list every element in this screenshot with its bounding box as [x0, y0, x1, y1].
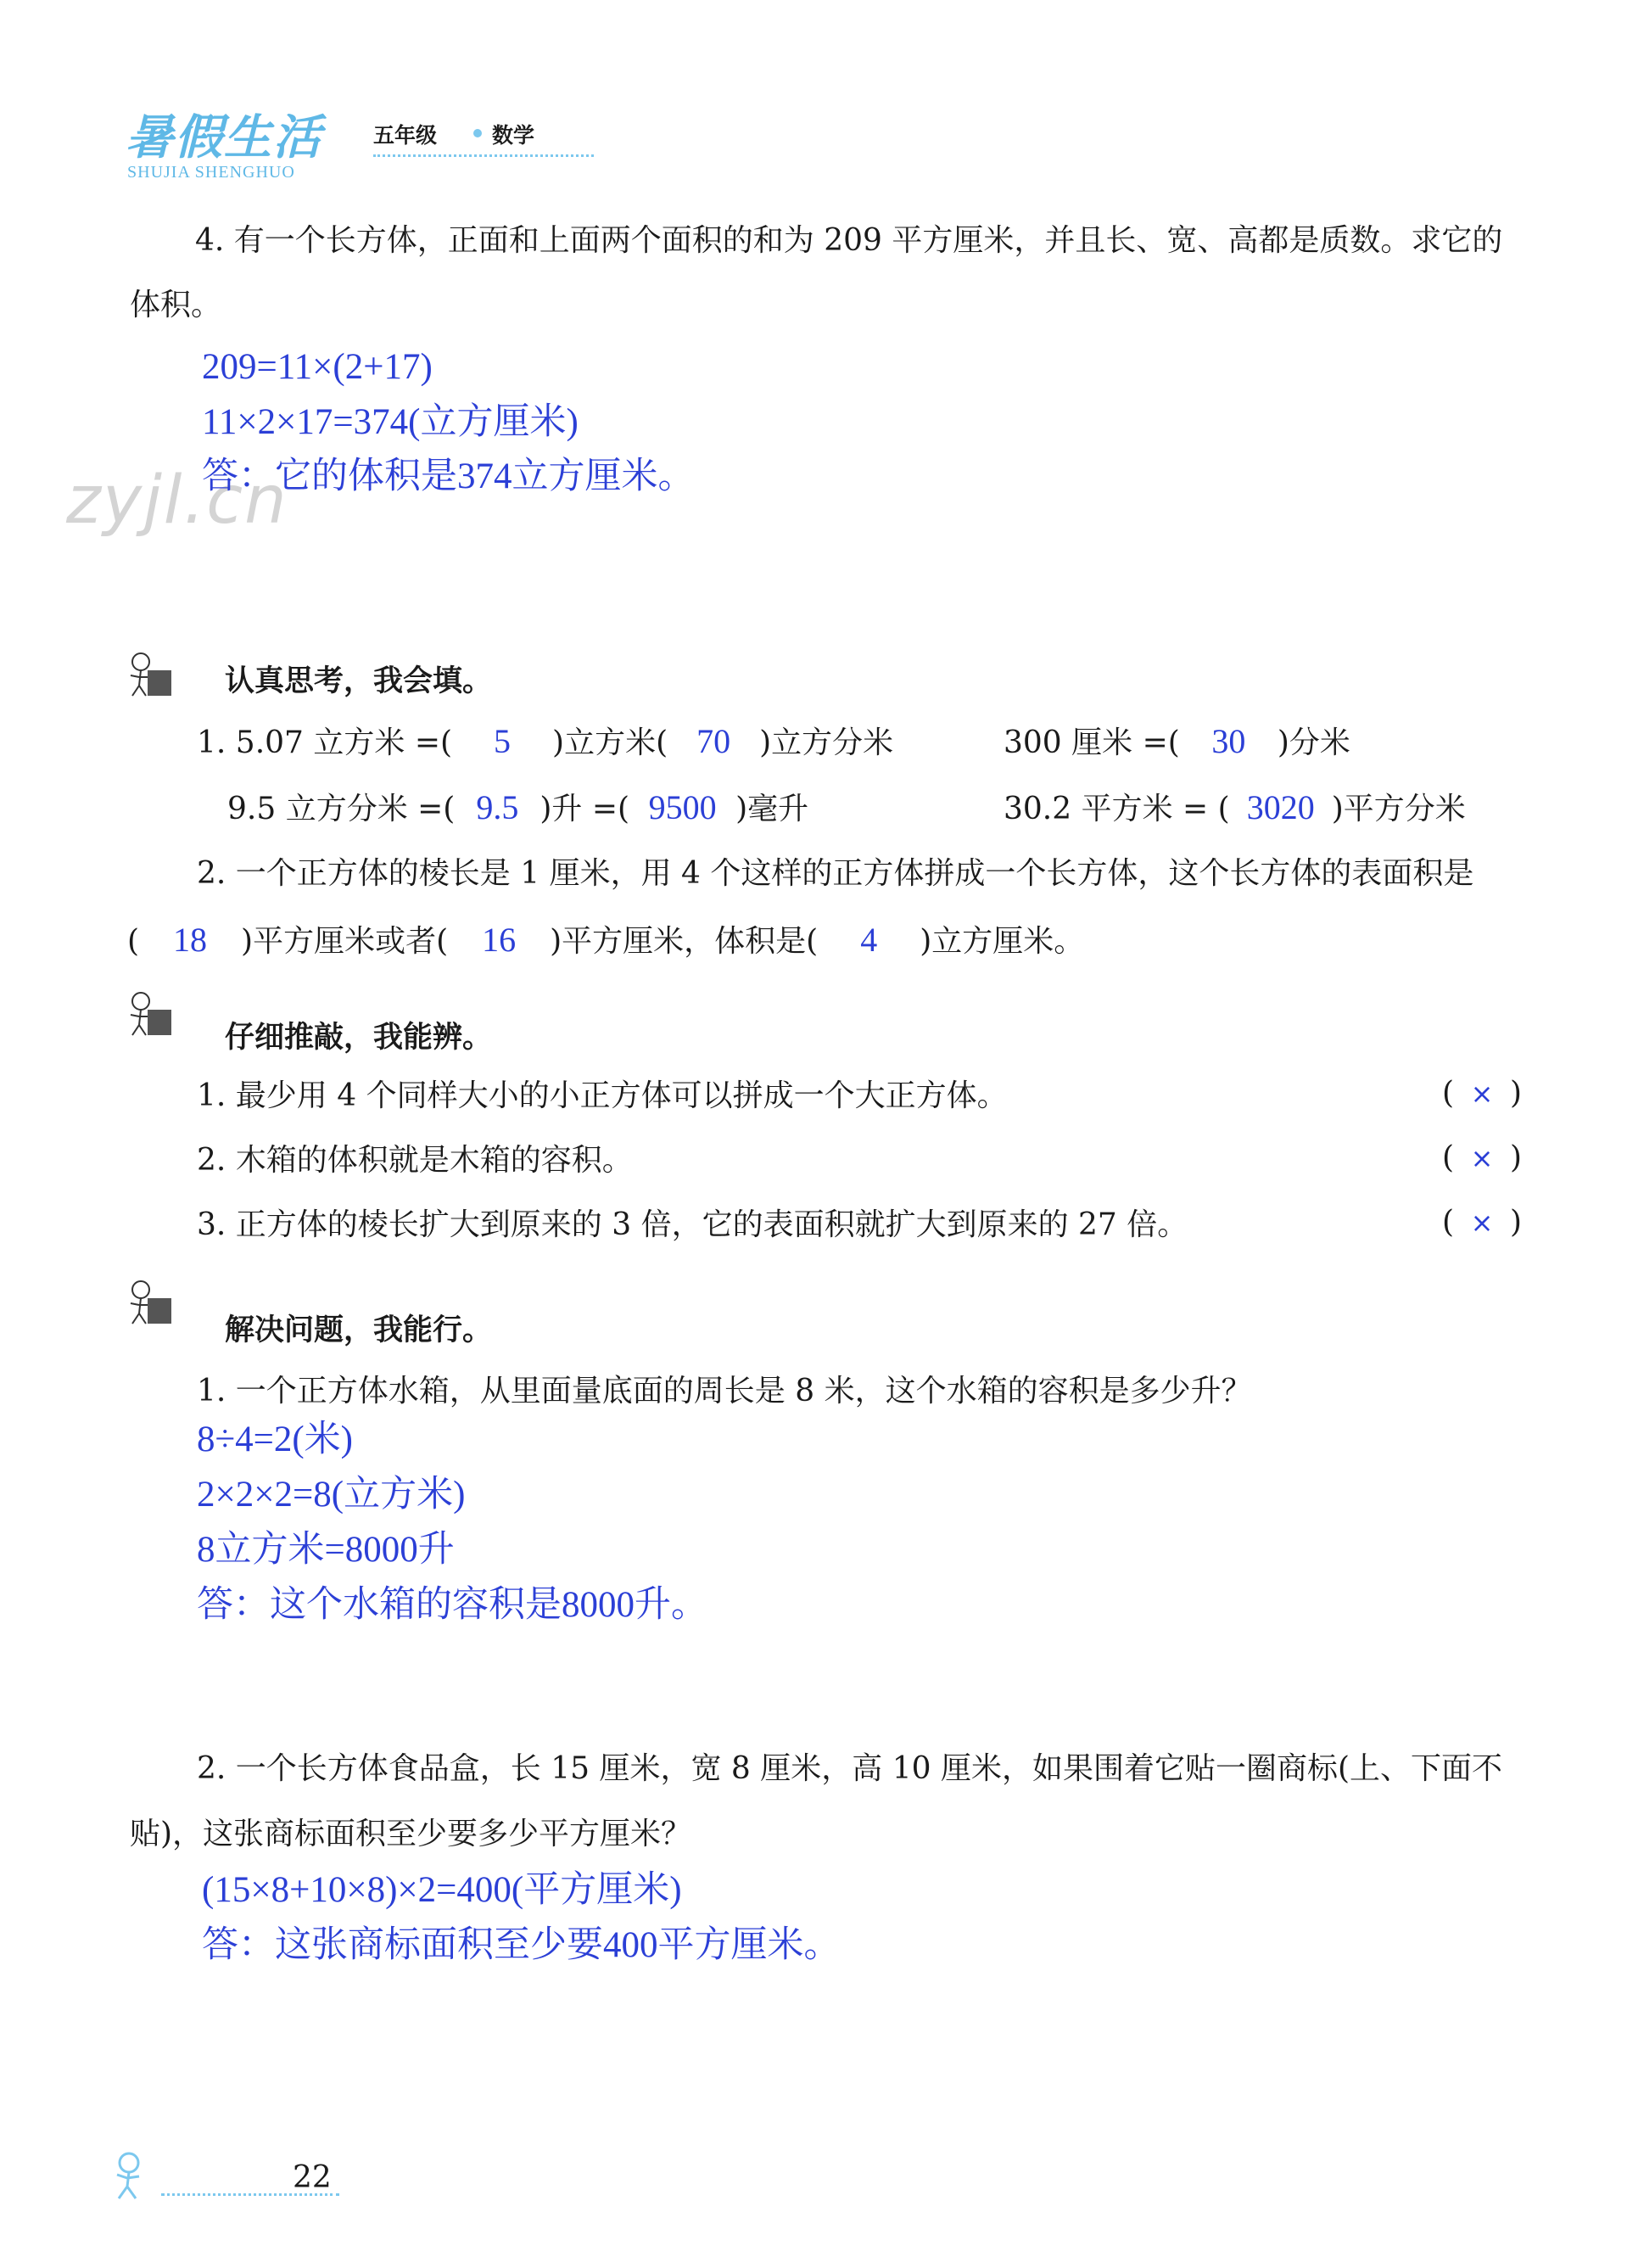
section-mascot-icon	[127, 652, 171, 697]
solve-q1: 1. 一个正方体水箱，从里面量底面的周长是 8 米，这个水箱的容积是多少升？	[197, 1374, 1252, 1408]
section-title-judge: 仔细推敲，我能辨。	[225, 1021, 493, 1055]
fill-text: )分米	[1277, 725, 1350, 760]
fill-text: 30.2 平方米 = (	[1004, 792, 1230, 826]
fill-text: (	[127, 924, 140, 959]
fill-text: )立方米(	[552, 725, 668, 760]
section-mascot-icon	[127, 991, 171, 1037]
paren: (	[1442, 1205, 1455, 1240]
brand-title: 暑假生活	[126, 110, 322, 165]
cross-mark: ×	[1470, 1078, 1494, 1110]
answer-fill: 18	[173, 921, 208, 959]
fill-text: 9.5 立方分米 =(	[227, 792, 456, 826]
problem-4-answer-1: 209=11×(2+17)	[202, 347, 433, 387]
judge-item-3: 3. 正方体的棱长扩大到原来的 3 倍，它的表面积就扩大到原来的 27 倍。	[197, 1207, 1188, 1242]
subject-label: 数学	[492, 123, 535, 148]
answer-fill: 30	[1211, 722, 1246, 760]
solve-q2-answer-1: (15×8+10×8)×2=400(平方厘米)	[202, 1870, 682, 1910]
solve-q1-answer-4: 答：这个水箱的容积是8000升。	[197, 1585, 707, 1625]
judge-mark-2	[1442, 1140, 1535, 1175]
answer-fill: 16	[482, 921, 517, 959]
answer-fill: 4	[860, 921, 878, 959]
paren: )	[1510, 1205, 1523, 1240]
fill-q1-row2b	[1004, 789, 1466, 828]
fill-q1-row1b	[1004, 723, 1350, 762]
cross-mark: ×	[1470, 1207, 1494, 1239]
problem-4-answer-3: 答：它的体积是374立方厘米。	[202, 456, 695, 496]
fill-q1-row1	[197, 723, 893, 762]
watermark: zyjl.cn	[66, 462, 288, 539]
solve-q1-answer-3: 8立方米=8000升	[197, 1530, 455, 1570]
paren: (	[1442, 1076, 1455, 1111]
judge-item-1: 1. 最少用 4 个同样大小的小正方体可以拼成一个大正方体。	[197, 1078, 1008, 1113]
fill-text: 300 厘米 =(	[1004, 725, 1180, 760]
fill-q1-row2	[227, 789, 808, 828]
footer-mascot-icon	[109, 2151, 163, 2202]
solve-q1-answer-2: 2×2×2=8(立方米)	[197, 1475, 466, 1515]
fill-text: )毫升	[735, 792, 809, 826]
fill-text: )平方厘米或者(	[241, 924, 449, 959]
paren: (	[1442, 1140, 1455, 1175]
fill-text: )升 =(	[540, 792, 630, 826]
section-mascot-icon	[127, 1280, 171, 1325]
solve-q1-answer-1: 8÷4=2(米)	[197, 1420, 353, 1459]
fill-text: 1. 5.07 立方米 =(	[197, 725, 453, 760]
page-number: 22	[293, 2160, 332, 2195]
judge-item-2: 2. 木箱的体积就是木箱的容积。	[197, 1143, 633, 1178]
fill-q2-line2	[127, 921, 1084, 960]
answer-fill: 70	[696, 722, 731, 760]
grade-label: 五年级	[373, 123, 438, 148]
problem-4-line1: 4. 有一个长方体，正面和上面两个面积的和为 209 平方厘米，并且长、宽、高都是质数。求它的	[195, 223, 1503, 258]
answer-fill: 9500	[648, 788, 717, 826]
section-title-solve: 解决问题，我能行。	[225, 1313, 493, 1347]
paren: )	[1510, 1140, 1523, 1175]
solve-q2-line1: 2. 一个长方体食品盒，长 15 厘米，宽 8 厘米，高 10 厘米，如果围着它贴一圈商标(上、下面不	[197, 1751, 1503, 1786]
answer-fill: 5	[494, 722, 512, 760]
paren: )	[1510, 1076, 1523, 1111]
brand-pinyin: SHUJIA SHENGHUO	[127, 163, 295, 182]
fill-text: )平方厘米，体积是(	[550, 924, 819, 959]
solve-q2-answer-2: 答：这张商标面积至少要400平方厘米。	[202, 1925, 841, 1965]
solve-q2-line2: 贴)，这张商标面积至少要多少平方厘米？	[130, 1817, 692, 1851]
judge-mark-3	[1442, 1205, 1535, 1240]
fill-text: )平方分米	[1331, 792, 1466, 826]
judge-mark-1	[1442, 1076, 1535, 1111]
section-title-fill: 认真思考，我会填。	[225, 664, 493, 698]
fill-text: )立方分米	[759, 725, 894, 760]
problem-4-answer-2: 11×2×17=374(立方厘米)	[202, 402, 579, 442]
header-dot-icon	[473, 129, 482, 137]
fill-text: )立方厘米。	[920, 924, 1085, 959]
header-divider	[373, 154, 594, 157]
fill-q2-line1: 2. 一个正方体的棱长是 1 厘米，用 4 个这样的正方体拼成一个长方体，这个长方体的表面积是	[197, 856, 1474, 891]
cross-mark: ×	[1470, 1142, 1494, 1174]
answer-fill: 3020	[1246, 788, 1315, 826]
answer-fill: 9.5	[476, 788, 519, 826]
problem-4-line2: 体积。	[130, 288, 222, 322]
